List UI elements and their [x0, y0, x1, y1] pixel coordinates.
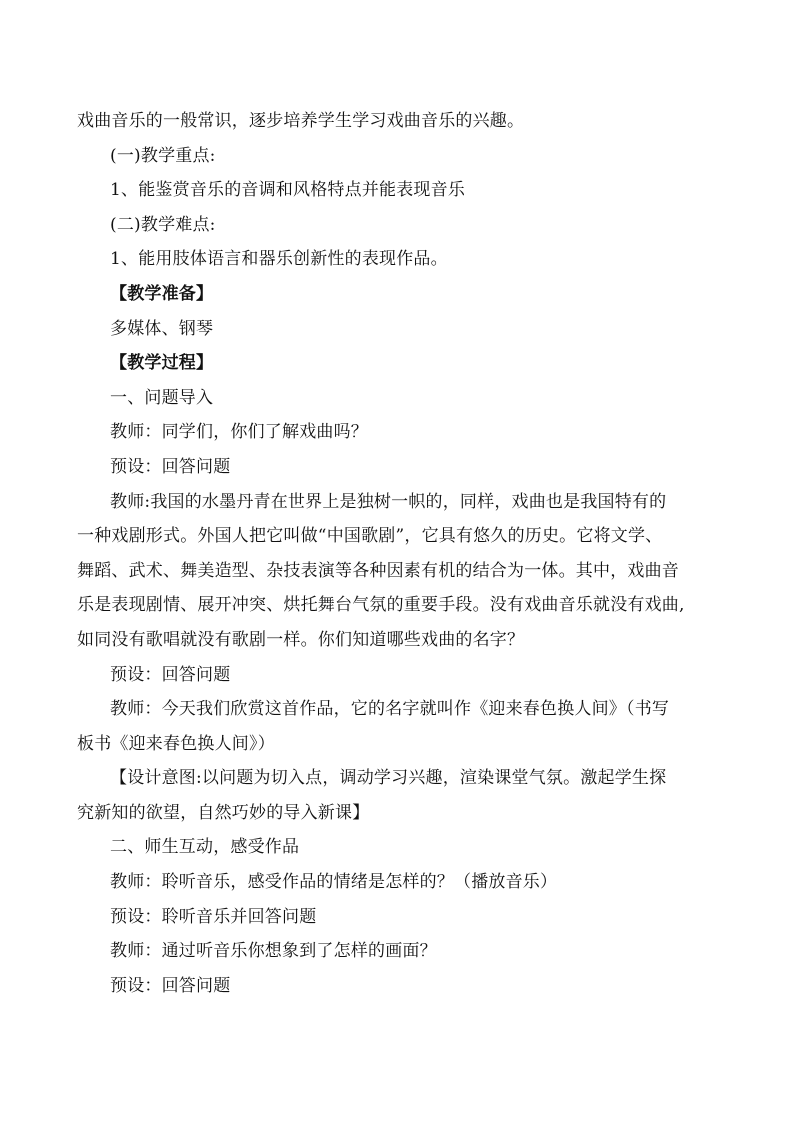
text-line: 教师：通过听音乐你想象到了怎样的画面？: [110, 941, 437, 962]
design-intent-line: 【设计意图:以问题为切入点，调动学习兴趣，渲染课堂气氛。激起学生探: [110, 768, 667, 789]
text-line: 板书《迎来春色换人间》）: [77, 733, 275, 754]
section-heading-difficulties: (二)教学难点:: [110, 214, 216, 235]
text-line: 乐是表现剧情、展开冲突、烘托舞台气氛的重要手段。没有戏曲音乐就没有戏曲,: [77, 595, 685, 616]
text-line: 预设：回答问题: [110, 456, 231, 477]
subsection-heading: 一、问题导入: [110, 387, 214, 408]
text-line: 教师:我国的水墨丹青在世界上是独树一帜的，同样，戏曲也是我国特有的: [110, 491, 667, 512]
text-line: 1、能用肢体语言和器乐创新性的表现作品。: [110, 249, 448, 270]
text-line: 预设：回答问题: [110, 975, 231, 996]
text-line: 戏曲音乐的一般常识，逐步培养学生学习戏曲音乐的兴趣。: [77, 111, 525, 131]
section-heading-preparation: 【教学准备】: [110, 283, 214, 304]
text-line: 教师：聆听音乐，感受作品的情绪是怎样的？（播放音乐）: [110, 872, 558, 893]
text-line: 一种戏剧形式。外国人把它叫做“中国歌剧”，它具有悠久的历史。它将文学、: [77, 526, 663, 547]
text-line: 舞蹈、武术、舞美造型、杂技表演等各种因素有机的结合为一体。其中，戏曲音: [77, 560, 679, 581]
text-line: 教师：今天我们欣赏这首作品，它的名字就叫作《迎来春色换人间》（书写: [110, 699, 670, 720]
section-heading-process: 【教学过程】: [110, 353, 214, 374]
text-line: 多媒体、钢琴: [110, 318, 214, 339]
design-intent-line: 究新知的欲望，自然巧妙的导入新课】: [77, 802, 370, 823]
text-line: 1、能鉴赏音乐的音调和风格特点并能表现音乐: [110, 180, 466, 201]
text-line: 预设：回答问题: [110, 664, 231, 685]
text-line: 预设：聆听音乐并回答问题: [110, 906, 317, 927]
text-line: 教师：同学们，你们了解戏曲吗？: [110, 422, 368, 443]
subsection-heading: 二、师生互动，感受作品: [110, 837, 300, 858]
section-heading-key-points: (一)教学重点:: [110, 145, 216, 166]
text-line: 如同没有歌唱就没有歌剧一样。你们知道哪些戏曲的名字？: [77, 629, 525, 650]
document-body: [77, 104, 727, 1003]
